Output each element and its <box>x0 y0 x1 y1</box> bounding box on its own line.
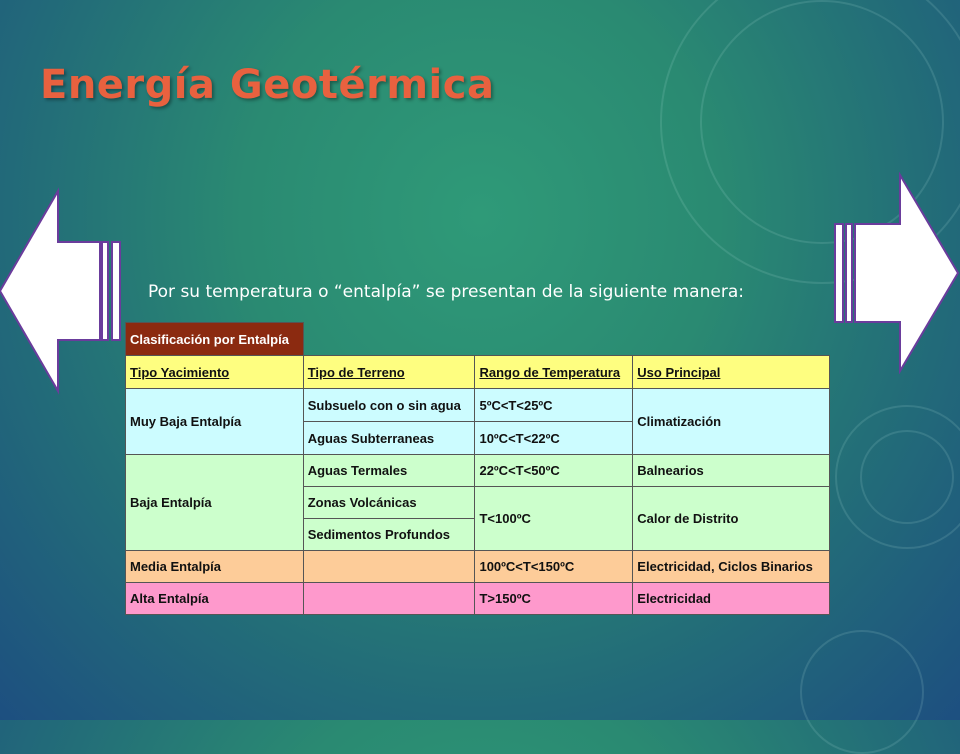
table-row <box>126 455 830 487</box>
cell-terreno: Aguas Subterraneas <box>303 422 475 455</box>
column-header: Rango de Temperatura <box>475 356 633 389</box>
cell-terreno: Aguas Termales <box>303 455 475 487</box>
cell-uso: Climatización <box>633 389 830 455</box>
slide-title: Energía Geotérmica <box>40 62 495 108</box>
cell-rango: T<100ºC <box>475 487 633 551</box>
cell-rango: 22ºC<T<50ºC <box>475 455 633 487</box>
cell-uso: Calor de Distrito <box>633 487 830 551</box>
decorative-ring <box>835 405 960 549</box>
enthalpy-table <box>125 322 830 615</box>
table-header-row <box>126 356 830 389</box>
table-row <box>126 583 830 615</box>
cell-uso: Electricidad, Ciclos Binarios <box>633 551 830 583</box>
cell-rango: T>150ºC <box>475 583 633 615</box>
cell-rango: 5ºC<T<25ºC <box>475 389 633 422</box>
column-header: Tipo de Terreno <box>303 356 475 389</box>
cell-tipo: Alta Entalpía <box>126 583 304 615</box>
decorative-ring <box>800 630 924 754</box>
cell-uso: Balnearios <box>633 455 830 487</box>
slide-subtitle: Por su temperatura o “entalpía” se presentan de la siguiente manera: <box>148 282 744 302</box>
cell-terreno: Zonas Volcánicas <box>303 487 475 519</box>
cell-tipo: Muy Baja Entalpía <box>126 389 304 455</box>
cell-terreno <box>303 583 475 615</box>
column-header: Tipo Yacimiento <box>126 356 304 389</box>
arrow-right-icon[interactable] <box>832 172 960 374</box>
cell-terreno: Sedimentos Profundos <box>303 519 475 551</box>
cell-terreno: Subsuelo con o sin agua <box>303 389 475 422</box>
table-caption: Clasificación por Entalpía <box>126 323 304 356</box>
table-row <box>126 551 830 583</box>
cell-tipo: Baja Entalpía <box>126 455 304 551</box>
column-header: Uso Principal <box>633 356 830 389</box>
arrow-left-icon[interactable] <box>0 186 124 396</box>
cell-rango: 100ºC<T<150ºC <box>475 551 633 583</box>
cell-uso: Electricidad <box>633 583 830 615</box>
cell-terreno <box>303 551 475 583</box>
cell-rango: 10ºC<T<22ºC <box>475 422 633 455</box>
cell-tipo: Media Entalpía <box>126 551 304 583</box>
table-row <box>126 389 830 422</box>
